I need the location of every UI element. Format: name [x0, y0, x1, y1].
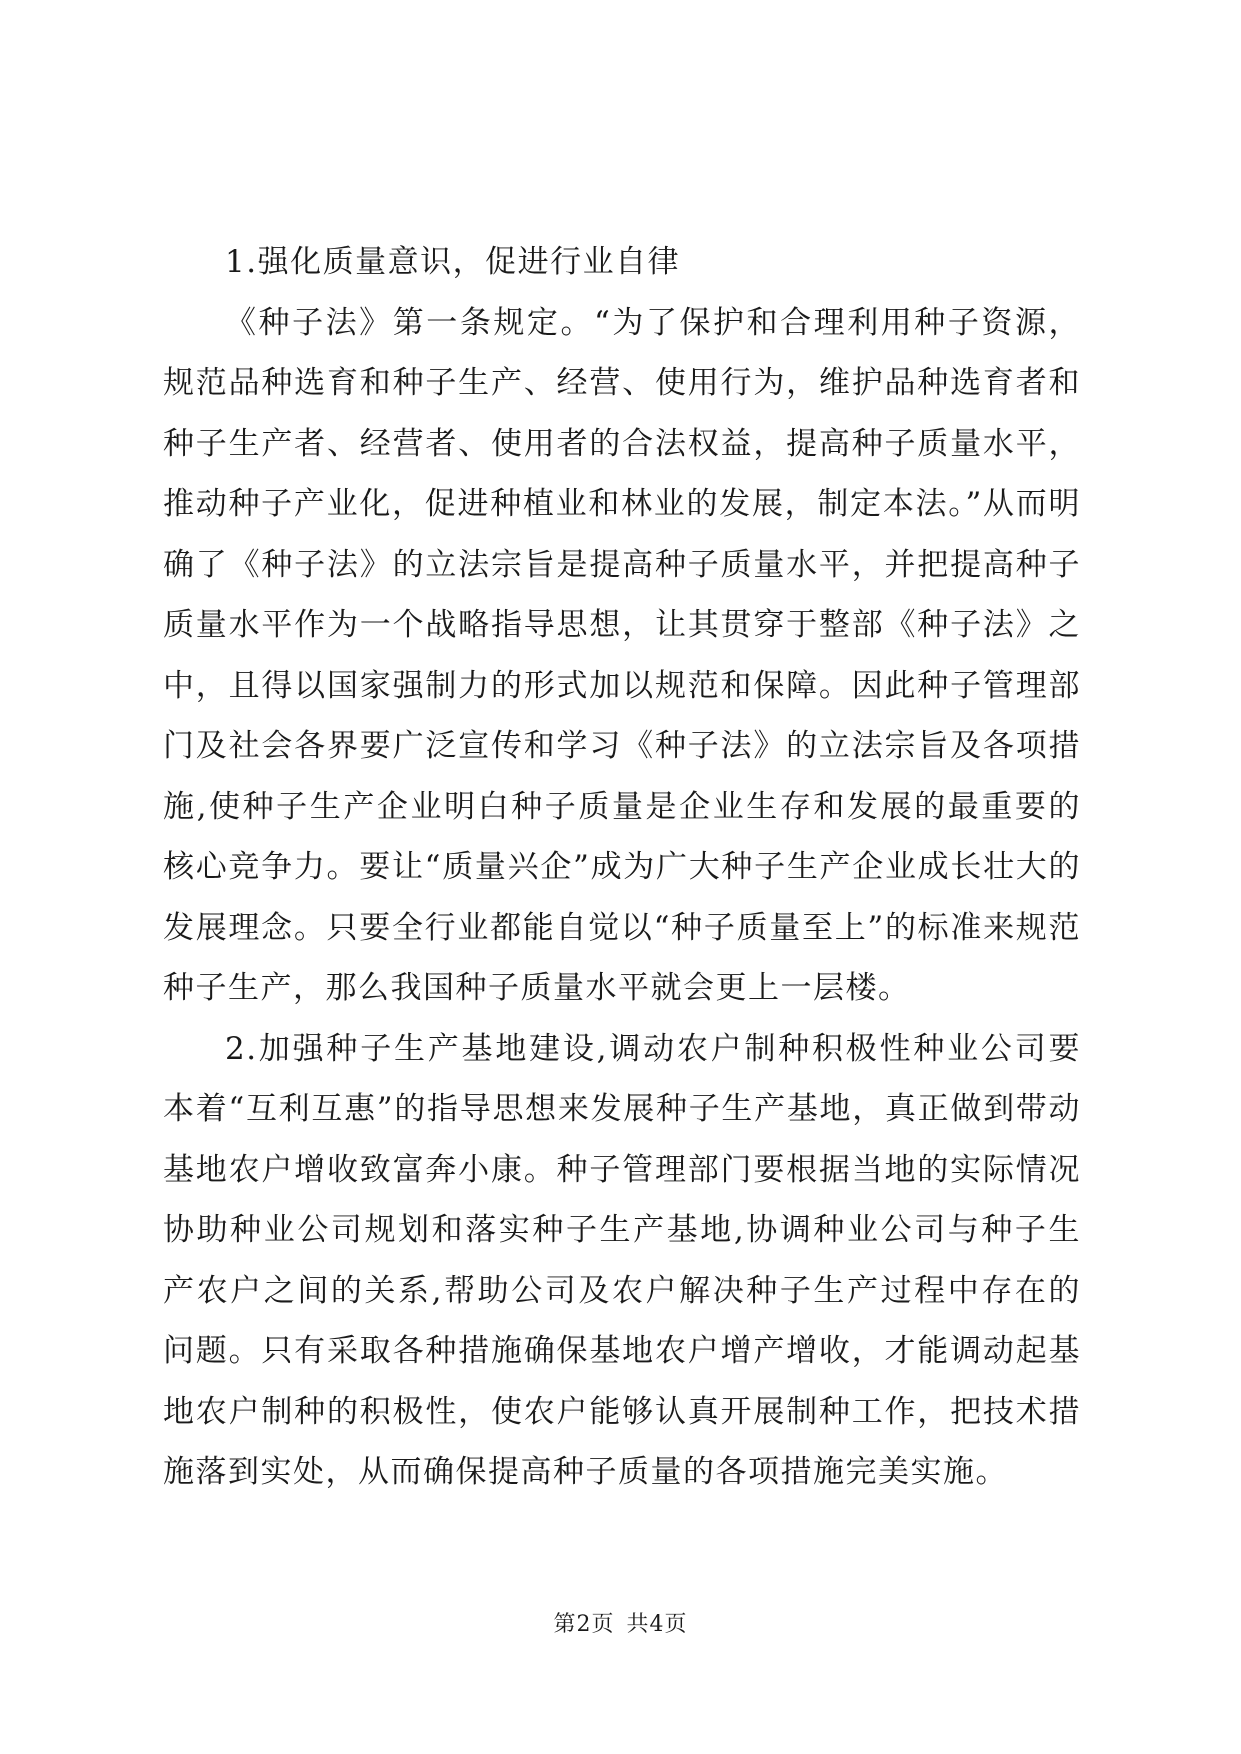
section-1-heading: 1.强化质量意识，促进行业自律 [225, 244, 681, 280]
document-body [163, 232, 1081, 1503]
page-total: 共4页 [626, 1612, 688, 1637]
section-1-paragraph: 《种子法》第一条规定。“为了保护和合理利用种子资源，规范品种选育和种子生产、经营、使用行为，维护品种选育者和种子生产者、经营者、使用者的合法权益，提高种子质量水平，推动种子产业化，促进种植业和林业的发展，制定本法。”从而明确了《种子法》的立法宗旨是提高种子质量水平，并把提高种子质量水平作为一个战略指导思想，让其贯穿于整部《种子法》之中，且得以国家强制力的形式加以规范和保障。因此种子管理部门及社会各界要广泛宣传和学习《种子法》的立法宗旨及各项措施,使种子生产企业明白种子质量是企业生存和发展的最重要的核心竞争力。要让“质量兴企”成为广大种子生产企业成长壮大的发展理念。只要全行业都能自觉以“种子质量至上”的标准来规范种子生产，那么我国种子质量水平就会更上一层楼。 [163, 304, 1081, 1006]
page-number: 第2页 [553, 1612, 615, 1637]
page-footer [0, 1607, 1241, 1638]
section-2-paragraph: 2.加强种子生产基地建设,调动农户制种积极性种业公司要本着“互利互惠”的指导思想来发展种子生产基地，真正做到带动基地农户增收致富奔小康。种子管理部门要根据当地的实际情况协助种业公司规划和落实种子生产基地,协调种业公司与种子生产农户之间的关系,帮助公司及农户解决种子生产过程中存在的问题。只有采取各种措施确保基地农户增产增收，才能调动起基地农户制种的积极性，使农户能够认真开展制种工作，把技术措施落到实处，从而确保提高种子质量的各项措施完美实施。 [163, 1030, 1081, 1490]
